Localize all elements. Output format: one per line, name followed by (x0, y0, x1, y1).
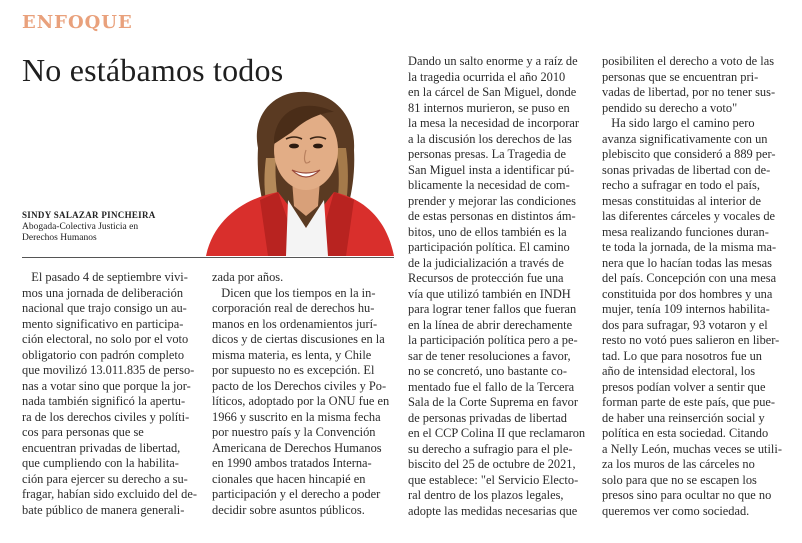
text-line: que cumpliendo con la habilita- (22, 456, 179, 470)
text-line: que movilizó 13.011.835 de perso- (22, 363, 195, 377)
text-line: la mesa la necesidad de incorporar (408, 116, 579, 130)
text-line: a Nelly León, muchas veces se utili- (602, 441, 782, 456)
text-line: personas presas. La Tragedia de (408, 147, 566, 161)
text-line: biscito del 25 de octubre de 2021, (408, 457, 576, 471)
text-line: mesa realizando funciones duran- (602, 224, 769, 239)
text-line: su derecho a sufragio para el ple- (408, 441, 573, 456)
text-line: encuentran privadas de libertad, (22, 440, 181, 455)
text-line: blicamente la necesidad de com- (408, 178, 570, 192)
text-line: no se concretó, uno bastante co- (408, 364, 567, 378)
text-line: tad. Lo que para nosotros fue un (602, 348, 763, 363)
article-column-3 (408, 54, 588, 519)
text-line: por nuestro país y la Convención (212, 425, 376, 439)
text-line: cos para personas que se (22, 425, 144, 439)
text-line: presos podían volver a sentir que (602, 379, 766, 394)
text-line: dicos y de ciertas discusiones en la (212, 332, 385, 346)
text-line: presos sino para ocultar no que no (602, 488, 772, 502)
text-line: por supuesto no es excepción. El (212, 363, 375, 377)
text-line: Ha sido largo el camino pero (602, 116, 755, 130)
text-line: decidir sobre asuntos públicos. (212, 502, 365, 517)
text-line: Dando un salto enorme y a raíz de (408, 54, 578, 68)
text-line: en el CCP Colina II que reclamaron (408, 426, 586, 440)
text-line: del país. Concepción con una mesa (602, 271, 777, 285)
text-line: de haber una reinserción social y (602, 410, 765, 425)
text-line: que establece: "el Servicio Electo- (408, 472, 579, 487)
text-line: forman parte de este país, que pue- (602, 395, 776, 409)
author-role-line: Abogada-Colectiva Justicia en (22, 222, 139, 232)
divider-line (22, 257, 394, 258)
author-role (22, 222, 197, 244)
text-line: queremos ver como sociedad. (602, 503, 750, 518)
text-line: mos una jornada de deliberación (22, 285, 184, 300)
text-line: San Miguel insta a identificar pú- (408, 162, 575, 177)
text-line: bate público de manera generali- (22, 502, 185, 517)
text-line: te toda la jornada, de la misma ma- (602, 240, 777, 254)
text-line: constituida por dos hombres y una (602, 286, 773, 301)
text-line: obligatorio con padrón completo (22, 347, 185, 362)
text-line: mentado fue el fallo de la Tercera (408, 379, 575, 394)
text-line: año de intensidad electoral, los (602, 364, 756, 378)
text-line: para lograr tener fallos que fueran (408, 302, 577, 316)
text-line: plebiscito que consideró a 889 per- (602, 147, 776, 161)
article-column-1 (22, 270, 200, 518)
text-line: zada por años. (212, 270, 284, 284)
author-name: SINDY SALAZAR PINCHEIRA (22, 210, 156, 220)
text-line: ción para ejercer su derecho a su- (22, 471, 188, 486)
text-line: sar de tener resoluciones a favor, (408, 348, 571, 363)
text-line: resto no votó pues salieron en liber- (602, 333, 780, 347)
text-line: mujer, tenía 109 internos habilita- (602, 302, 770, 316)
text-line: personas que se encuentran pri- (602, 69, 759, 84)
text-line: la participación política pero a pe- (408, 333, 578, 347)
text-line: nera que lo hacían todas las mesas (602, 255, 772, 270)
text-line: las diferentes cárceles y vocales de (602, 209, 776, 223)
text-line: en 1990 ambos tratados Interna- (212, 456, 372, 470)
text-line: vía que utilizó también en INDH (408, 286, 571, 301)
text-line: corporación real de derechos hu- (212, 301, 375, 315)
text-line: nas a votar sino que porque la jor- (22, 378, 191, 393)
text-line: sonas privadas de libertad con de- (602, 162, 771, 177)
text-line: de la judicialización a través de (408, 255, 564, 270)
text-line: ral dentro de los plazos legales, (408, 488, 564, 502)
author-photo (196, 88, 394, 256)
author-portrait-illustration (196, 88, 394, 256)
text-line: nada también significó la apertu- (22, 394, 186, 408)
text-line: a la discusión los derechos de las (408, 131, 572, 146)
text-line: ción electoral, no solo por el voto (22, 332, 189, 346)
text-line: solo para que no se escapen los (602, 472, 757, 487)
text-line: política en esta sociedad. Citando (602, 426, 769, 440)
text-line: dos para sufragar, 93 votaron y el (602, 317, 768, 332)
text-line: nacional que trajo consigo un au- (22, 301, 187, 315)
text-line: za los muros de las cárceles no (602, 457, 755, 471)
text-line: participación y el derecho a poder (212, 487, 381, 501)
text-line: posibiliten el derecho a voto de las (602, 54, 775, 68)
text-line: vadas de libertad, por no tener sus- (602, 85, 776, 99)
text-line: líticos, adoptado por la ONU fue en (212, 394, 390, 408)
text-line: recho a sufragar en todo el país, (602, 178, 760, 192)
text-line: participación política. El camino (408, 240, 570, 254)
text-line: fragar, habían sido excluido del de- (22, 487, 197, 501)
author-role-line: Derechos Humanos (22, 233, 97, 243)
text-line: misma materia, es lenta, y Chile (212, 347, 372, 362)
text-line: avanza significativamente con un (602, 131, 768, 146)
text-line: cionales que hacen hincapié en (212, 471, 366, 486)
text-line: ra de los derechos civiles y políti- (22, 409, 190, 424)
text-line: en la cárcel de San Miguel, donde (408, 85, 577, 99)
text-line: prender y mejorar las condiciones (408, 193, 576, 208)
section-label: ENFOQUE (22, 12, 133, 33)
text-line: en la línea de abrir derechamente (408, 317, 573, 332)
text-line: de personas privadas de libertad (408, 410, 567, 425)
text-line: mento significativo en participa- (22, 316, 184, 331)
text-line: El pasado 4 de septiembre vivi- (22, 270, 188, 284)
text-line: 81 internos murieron, se puso en (408, 100, 570, 115)
text-line: mesas constituidas al interior de (602, 193, 761, 208)
article-column-4 (602, 54, 782, 519)
text-line: manos en los ordenamientos jurí- (212, 316, 378, 331)
text-line: Dicen que los tiempos en la in- (212, 285, 376, 300)
text-line: 1966 y suscrito en la misma fecha (212, 409, 381, 424)
text-line: pendido su derecho a voto" (602, 100, 738, 115)
text-line: de estas personas en distintos ám- (408, 209, 576, 223)
text-line: Americana de Derechos Humanos (212, 440, 382, 455)
article-column-2 (212, 270, 393, 518)
text-line: Sala de la Corte Suprema en favor (408, 395, 578, 409)
text-line: adopte las medidas necesarias que (408, 503, 578, 518)
text-line: bitos, uno de ellos también es la (408, 224, 567, 239)
text-line: la tragedia ocurrida el año 2010 (408, 69, 566, 84)
text-line: Recursos de protección fue una (408, 271, 564, 285)
text-line: pacto de los Derechos civiles y Po- (212, 378, 387, 393)
article-title: No estábamos todos (22, 52, 284, 88)
